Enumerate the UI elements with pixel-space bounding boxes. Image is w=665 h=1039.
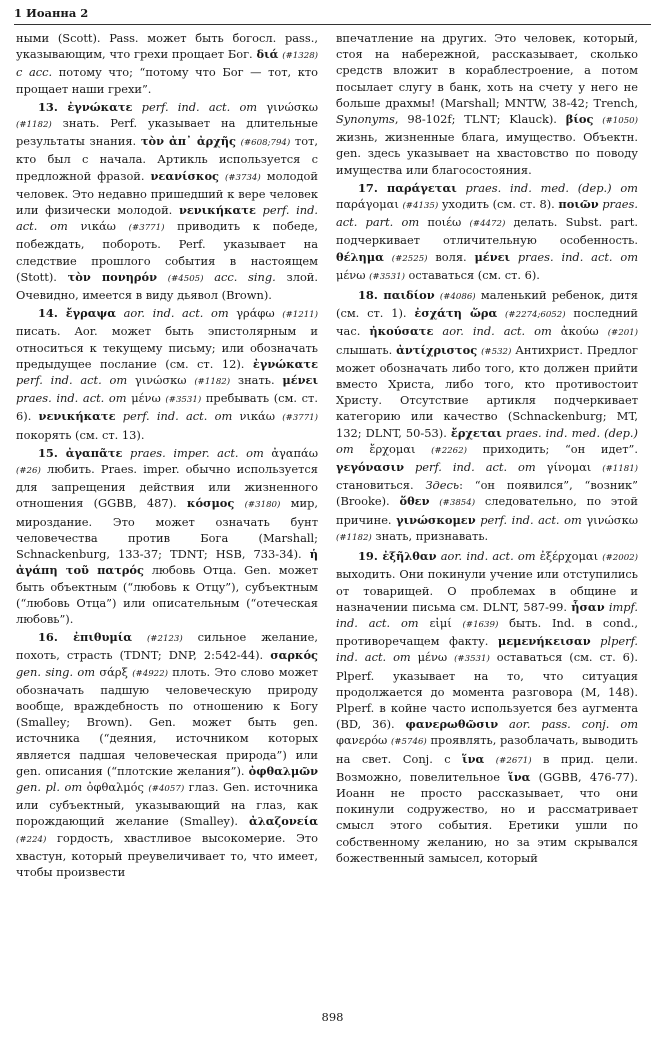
grammar-note: aor. pass. conj. от <box>498 717 638 732</box>
text-run: γίνομαι <box>535 460 603 475</box>
text-run: παράγομαι <box>336 197 403 212</box>
strong-ref: (#4135) <box>402 201 439 212</box>
strong-ref: (#1182) <box>194 377 231 388</box>
text-run: νικάω <box>232 409 283 424</box>
text-run: пребывать (см. ст. 6). <box>16 391 318 424</box>
paragraph <box>16 30 318 97</box>
strong-ref: (#3180) <box>244 500 281 511</box>
text-run: в прид. цели. Возможно, повелительное <box>336 751 639 784</box>
paragraph <box>336 548 638 866</box>
text-run: μένω <box>410 650 455 665</box>
strong-ref: (#2274;6052) <box>505 310 566 321</box>
text-run: делать. Subst. part. подчеркивает отличительную особенность. <box>336 215 638 248</box>
text-run: гордость, хвастливое высокомерие. Это хвастун, который преувеличивает то, что имеет, чтобы произвести <box>16 830 318 879</box>
greek-term: ἀλαζονεία <box>249 814 318 829</box>
greek-term: γεγόνασιν <box>336 460 405 475</box>
text-run: μένω <box>336 267 370 282</box>
strong-ref: (#224) <box>16 834 47 845</box>
greek-term: μένει <box>282 373 318 388</box>
text-run: приходить; “он идет”. <box>466 441 638 456</box>
header-rule <box>14 24 651 25</box>
greek-term: ἀντίχριστος <box>396 342 478 357</box>
page-number: 898 <box>321 1010 344 1024</box>
text-run: следовательно, по этой причине. <box>336 494 638 527</box>
greek-term: γινώσκομεν <box>396 512 476 527</box>
grammar-note: Synonyms <box>336 112 395 127</box>
greek-term: θέλημα <box>336 249 384 264</box>
text-run: писать. Aor. может быть эпистолярным и относиться к текущему письму; или обозначать предыдущее послание (см. ст. 12). <box>16 324 318 371</box>
paragraph <box>336 180 638 285</box>
paragraph <box>16 305 318 443</box>
text-run: εἰμί <box>418 615 463 630</box>
strong-ref: (#4057) <box>148 783 185 794</box>
greek-term: ὀφθαλμῶν <box>248 763 318 778</box>
paragraph <box>16 445 318 627</box>
greek-term: ἔγραψα <box>65 306 117 321</box>
text-run: знать. Perf. указывает на длительные результаты знания. <box>16 116 318 149</box>
text-run: γράφω <box>228 306 283 321</box>
greek-term: ἵνα <box>462 751 485 766</box>
text-run: γινώσκω <box>581 512 638 527</box>
strong-ref: (#3854) <box>439 498 476 509</box>
text-run: молодой человек. Это недавно пришедший к вере человек или физически молодой. <box>16 168 319 218</box>
greek-term: βίος <box>565 112 594 127</box>
grammar-note: praes. ind. act. от <box>510 249 639 264</box>
grammar-note: praes. imper. act. от <box>122 445 264 460</box>
text-run: последний час. <box>336 306 638 339</box>
greek-term: τὸν πονηρόν <box>67 269 158 284</box>
strong-ref: (#2525) <box>391 253 428 264</box>
greek-term: ποιῶν <box>558 197 599 212</box>
greek-term: φανερωθῶσιν <box>405 717 499 732</box>
text-run: тот, кто был с начала. Артикль используется с предложной фразой. <box>16 134 319 183</box>
text-run: (GGBB, 476-77). Иоанн не просто рассказывает, что они покинули содружество, но и рассматривает смысл этого события. Еретики ушли по собственному желанию, но за этим скрывался божественный замысел, который <box>336 769 638 865</box>
strong-ref: (#4922) <box>132 668 168 679</box>
text-run: плоть. Это слово может обозначать падшую человеческую природу вообще, враждебность по отношению к Богу (Smalley; Brown). Gen. может быть gen. источника (“деяния, источником которых является падшая человеческая природа”) или gen. описания (“плотские желания”). <box>16 664 318 778</box>
text-run <box>132 630 147 644</box>
greek-term: ἡ ἀγάπη τοῦ πατρός <box>16 547 318 578</box>
greek-term: ἵνα <box>508 769 531 784</box>
strong-ref: (#1182) <box>336 532 372 543</box>
text-run: ἀγαπάω <box>263 445 318 460</box>
text-run: γινώσκω <box>257 99 318 114</box>
text-run: маленький ребенок, дитя (см. ст. 1). <box>336 288 638 321</box>
verse-number: 14. <box>38 306 66 321</box>
text-run: оставаться (см. ст. 6). <box>404 267 540 282</box>
text-run: приводить к победе, побеждать, побороть. Perf. указывает на следствие прошлого события в настоящем (Stott). <box>16 219 318 284</box>
text-run: γινώσκω <box>127 373 195 388</box>
text-run: покорять (см. ст. 13). <box>16 427 145 442</box>
grammar-note: gen. sing. от <box>16 664 96 679</box>
text-run: слышать. <box>336 342 397 357</box>
grammar-note: praes. act. part. от <box>336 197 638 230</box>
strong-ref: (#3531) <box>165 395 202 406</box>
text-run: выходить. Они покинули учение или отступились от товарищей. О проблемах в общине и назначении письма см. DLNT, 587-99. <box>336 567 638 614</box>
verse-number: 19. <box>358 549 383 564</box>
text-run: становиться. <box>336 478 426 493</box>
text-run: мир, мироздание. Это может означать бунт человечества против Бога (Marshall; Schnackenburg, 133-37; TDNT; HSB, 733-34). <box>16 496 318 562</box>
greek-term: ἐπιθυμία <box>73 630 132 645</box>
strong-ref: (#5746) <box>391 737 427 748</box>
grammar-note: perf. ind. act. от <box>115 409 233 424</box>
grammar-note: aor. ind. act. от <box>116 306 229 321</box>
paragraph <box>16 99 318 303</box>
greek-term: νενικήκατε <box>178 203 256 218</box>
grammar-note: plperf. ind. act. от <box>336 634 638 665</box>
text-run <box>593 112 602 126</box>
strong-ref: (#3771) <box>282 413 318 424</box>
text-run: уходить (см. ст. 8). <box>438 197 559 212</box>
verse-number: 13. <box>38 99 68 114</box>
strong-ref: (#608;794) <box>240 138 291 149</box>
running-head: 1 Иоанна 2 <box>14 6 89 20</box>
grammar-note: impf. ind. act. от <box>336 599 638 630</box>
grammar-note: perf. ind. act. от <box>475 512 582 527</box>
grammar-note: praes. ind. act. от <box>16 391 127 406</box>
strong-ref: (#26) <box>16 466 41 477</box>
verse-number: 15. <box>38 445 66 460</box>
text-run: ποιέω <box>419 215 470 230</box>
paragraph <box>16 629 318 880</box>
strong-ref: (#2123) <box>146 634 183 645</box>
text-run: злой. Очевидно, имеется в виду дьявол (Brown). <box>16 269 319 303</box>
strong-ref: (#1182) <box>16 120 52 131</box>
strong-ref: (#3771) <box>128 223 165 234</box>
text-run: μένω <box>126 391 166 406</box>
grammar-note: с acc. <box>16 65 53 80</box>
paragraph <box>336 30 638 178</box>
greek-term: νεανίσκος <box>150 168 219 183</box>
text-run: , 98-102f; TLNT; Klauck). <box>394 112 566 127</box>
strong-ref: (#2002) <box>602 553 638 564</box>
grammar-note: acc. sing. <box>203 269 276 284</box>
grammar-note: Здесь <box>425 478 460 493</box>
grammar-note: perf. ind. act. от <box>404 460 536 475</box>
greek-term: μεμενήκεισαν <box>497 634 591 649</box>
strong-ref: (#1639) <box>462 619 499 630</box>
grammar-note: perf. ind. act. от <box>16 373 128 388</box>
greek-term: σαρκός <box>270 648 318 663</box>
strong-ref: (#1211) <box>282 310 318 321</box>
right-column <box>336 30 638 866</box>
grammar-note: aor. ind. act. от <box>433 324 552 339</box>
text-run: φανερόω <box>336 733 391 748</box>
greek-term: ἦσαν <box>571 599 605 614</box>
text-run: знать, признавать. <box>371 528 489 543</box>
text-run: νικάω <box>67 219 129 234</box>
verse-number: 18. <box>358 288 384 303</box>
verse-number: 17. <box>358 180 387 195</box>
grammar-note: praes. ind. med. (dep.) от <box>456 180 638 195</box>
text-run: σάρξ <box>95 664 133 679</box>
greek-term: ἐγνώκατε <box>67 99 133 114</box>
strong-ref: (#4472) <box>469 219 506 230</box>
strong-ref: (#4505) <box>167 273 204 284</box>
greek-term: ἐγνώκατε <box>252 356 318 371</box>
text-run: ными (Scott). Pass. может быть богосл. pass., указывающим, что грехи прощает Бог. <box>16 31 318 62</box>
paragraph <box>336 287 638 546</box>
strong-ref: (#2262) <box>431 445 467 456</box>
text-run <box>497 306 505 320</box>
greek-term: ὅθεν <box>399 494 430 509</box>
text-run: жизнь, жизненные блага, имущество. Объектн. gen. здесь указывает на хвастовство по поводу имущества или благосостояния. <box>336 130 638 177</box>
greek-term: ἐσχάτη ὥρα <box>414 306 498 321</box>
text-run <box>157 270 168 284</box>
text-run: оставаться (см. ст. 6). Plperf. указывает на то, что ситуация продолжается до момента разговора (M, 148). Plperf. в койне часто используется без аугмента (BD, 36). <box>336 650 638 732</box>
text-run <box>430 494 440 508</box>
grammar-note: perf. ind. act. от <box>132 99 258 114</box>
text-run <box>234 496 244 510</box>
greek-term: μένει <box>474 249 511 264</box>
text-run: любить. Praes. imper. обычно используется для запрещения действия или жизненного отношения (GGBB, 487). <box>16 462 318 511</box>
text-run: ἔρχομαι <box>353 441 432 456</box>
greek-term: διά <box>256 47 279 62</box>
greek-term: ἔρχεται <box>450 425 502 440</box>
text-run: глаз. Gen. источника или субъектный, указывающий на глаз, как порождающий желание (Smalley). <box>16 779 318 829</box>
text-run: любовь Отца. Gen. может быть объектным (“любовь к Отцу”), субъектным (“любовь Отца”) или описательным (“отеческая любовь”). <box>16 563 318 626</box>
greek-term: νενικήκατε <box>38 409 116 424</box>
text-run <box>384 250 392 264</box>
left-column <box>16 30 318 880</box>
text-run: ὀφθαλμός <box>82 779 149 794</box>
text-run: воля. <box>427 249 475 264</box>
strong-ref: (#3531) <box>369 271 405 282</box>
strong-ref: (#3531) <box>454 654 490 665</box>
greek-term: ἠκούσατε <box>369 324 434 339</box>
text-run: впечатление на других. Это человек, который, стоя на набережной, рассказывает, сколько средств вложит в кораблестроение, а потом посылает слугу в банк, хоть на счету у него не больше драхмы! (Marshall; MNTW, 38-42; Trench, <box>336 31 638 110</box>
greek-term: παιδίον <box>383 288 435 303</box>
strong-ref: (#2671) <box>495 755 532 766</box>
strong-ref: (#1050) <box>602 116 638 127</box>
text-run: знать. <box>230 373 283 388</box>
greek-term: ἐξῆλθαν <box>382 549 437 564</box>
strong-ref: (#4086) <box>439 292 476 303</box>
strong-ref: (#1181) <box>602 464 639 475</box>
greek-term: τὸν ἀπ᾽ ἀρχῆς <box>140 134 236 149</box>
greek-term: κόσμος <box>186 496 235 511</box>
text-run: ἐξέρχομαι <box>535 549 603 564</box>
text-run: сильное желание, похоть, страсть (TDNT; DNP, 2:542-44). <box>16 630 318 663</box>
strong-ref: (#3734) <box>224 172 261 183</box>
grammar-note: aor. ind. act. от <box>436 549 536 564</box>
grammar-note: perf. ind. act. от <box>16 203 318 234</box>
greek-term: παράγεται <box>386 180 457 195</box>
text-run <box>484 752 495 766</box>
text-run: Антихрист. Предлог может обозначать либо того, кто должен прийти вместо Христа, либо того, кто противостоит Христу. Отсутствие артикля подчеркивает категорию или качество (Schnackenburg; MT, 132; DLNT, 50-53). <box>336 342 638 440</box>
text-run: ἀκούω <box>551 324 608 339</box>
strong-ref: (#532) <box>481 346 512 357</box>
text-run: проявлять, разоблачать, выводить на свет. Conj. с <box>336 733 638 766</box>
grammar-note: gen. pl. от <box>16 779 83 794</box>
strong-ref: (#1328) <box>282 51 319 62</box>
greek-term: ἀγαπᾶτε <box>65 445 123 460</box>
verse-number: 16. <box>38 630 74 645</box>
text-run: потому что; “потому что Бог — тот, кто прощает наши грехи”. <box>16 65 319 96</box>
grammar-note: praes. ind. med. (dep.) от <box>336 425 638 456</box>
text-run: быть. Ind. в cond., противоречащем факту. <box>336 615 638 649</box>
text-run: : “он появился”, “возник” (Brooke). <box>336 478 638 509</box>
strong-ref: (#201) <box>607 328 638 339</box>
